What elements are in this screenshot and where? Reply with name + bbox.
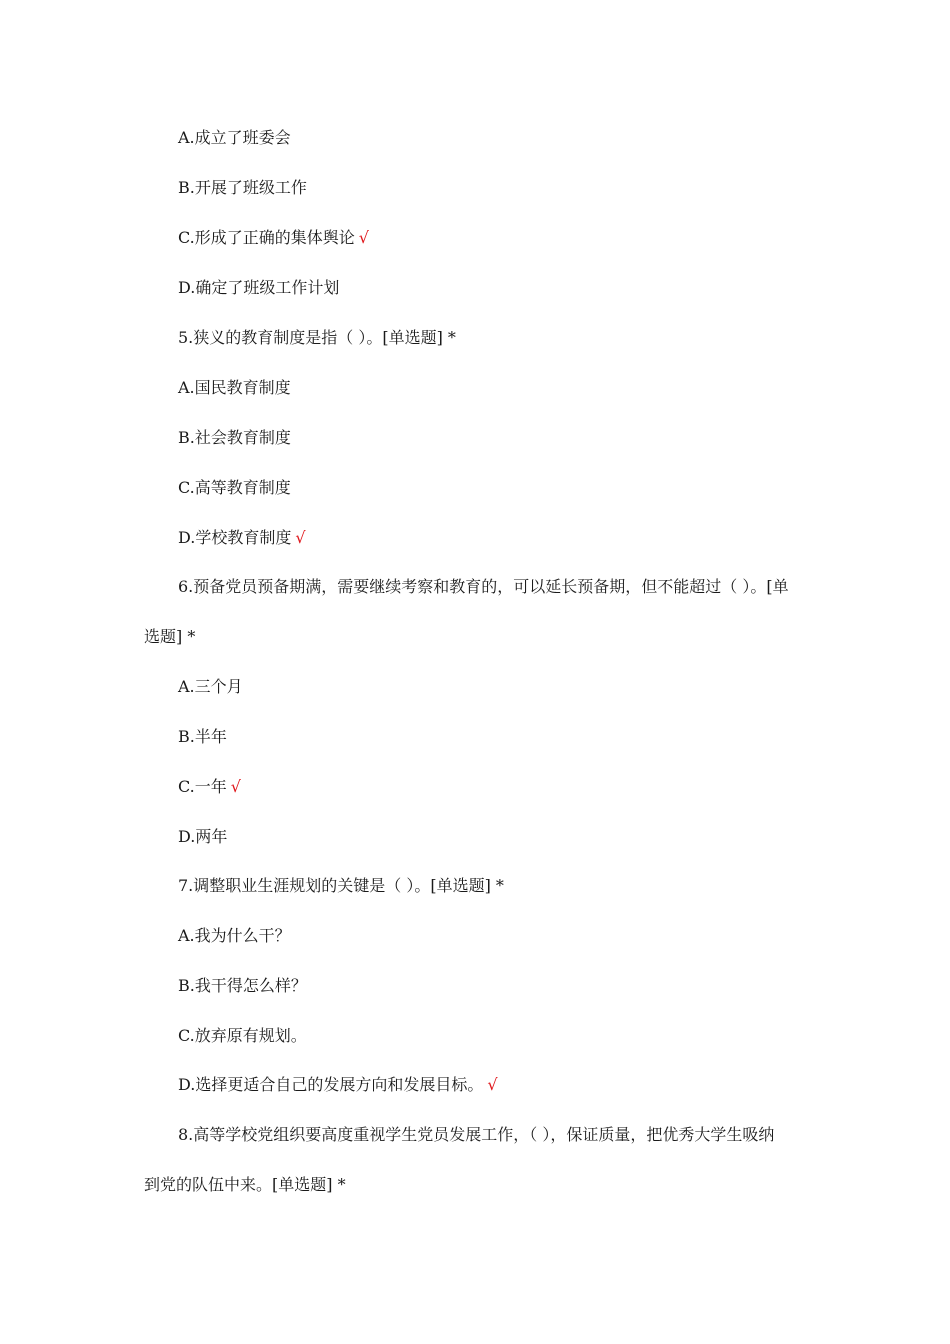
option-text: A.三个月: [178, 677, 243, 696]
option-text: C.放弃原有规划。: [178, 1026, 307, 1045]
option-6c: [178, 777, 241, 797]
option-7b: [178, 976, 307, 996]
option-7c: [178, 1026, 307, 1046]
checkmark-icon: √: [487, 1075, 498, 1094]
option-text: A.我为什么干？: [178, 926, 291, 945]
option-text: B.社会教育制度: [178, 428, 291, 447]
option-text: D.两年: [178, 827, 228, 846]
option-text: A.国民教育制度: [178, 378, 291, 397]
option-text: D.学校教育制度: [178, 528, 292, 547]
question-text: 5.狭义的教育制度是指（ ）。[单选题] *: [178, 328, 456, 347]
option-4d: [178, 278, 339, 298]
option-4a: [178, 128, 291, 148]
question-text: 6.预备党员预备期满，需要继续考察和教育的，可以延长预备期，但不能超过（ ）。[单: [178, 577, 789, 596]
question-6-continued: [144, 627, 195, 647]
option-text: D.确定了班级工作计划: [178, 278, 340, 297]
option-5b: [178, 428, 291, 448]
option-6b: [178, 727, 227, 747]
option-5a: [178, 378, 291, 398]
option-text: B.我干得怎么样？: [178, 976, 307, 995]
option-4c: [178, 228, 369, 248]
option-text: C.高等教育制度: [178, 478, 291, 497]
question-text: 选题] *: [144, 627, 196, 646]
option-text: A.成立了班委会: [178, 128, 291, 147]
checkmark-icon: √: [295, 528, 306, 547]
option-text: C.形成了正确的集体舆论: [178, 228, 355, 247]
option-text: B.半年: [178, 727, 227, 746]
question-text: 8.高等学校党组织要高度重视学生党员发展工作，（ ），保证质量，把优秀大学生吸纳: [178, 1125, 775, 1144]
question-8-continued: [144, 1175, 346, 1195]
option-text: C.一年: [178, 777, 227, 796]
option-5c: [178, 478, 291, 498]
option-5d: [178, 528, 306, 548]
question-5: [178, 328, 456, 348]
option-7a: [178, 926, 291, 946]
question-6: [178, 577, 789, 597]
question-7: [178, 876, 504, 896]
option-text: D.选择更适合自己的发展方向和发展目标。: [178, 1075, 484, 1094]
checkmark-icon: √: [230, 777, 241, 796]
question-text: 7.调整职业生涯规划的关键是（ ）。[单选题] *: [178, 876, 504, 895]
option-7d: [178, 1075, 498, 1095]
option-6d: [178, 827, 227, 847]
option-text: B.开展了班级工作: [178, 178, 307, 197]
question-8: [178, 1125, 774, 1145]
checkmark-icon: √: [358, 228, 369, 247]
option-4b: [178, 178, 307, 198]
option-6a: [178, 677, 243, 697]
question-text: 到党的队伍中来。[单选题] *: [144, 1175, 346, 1194]
